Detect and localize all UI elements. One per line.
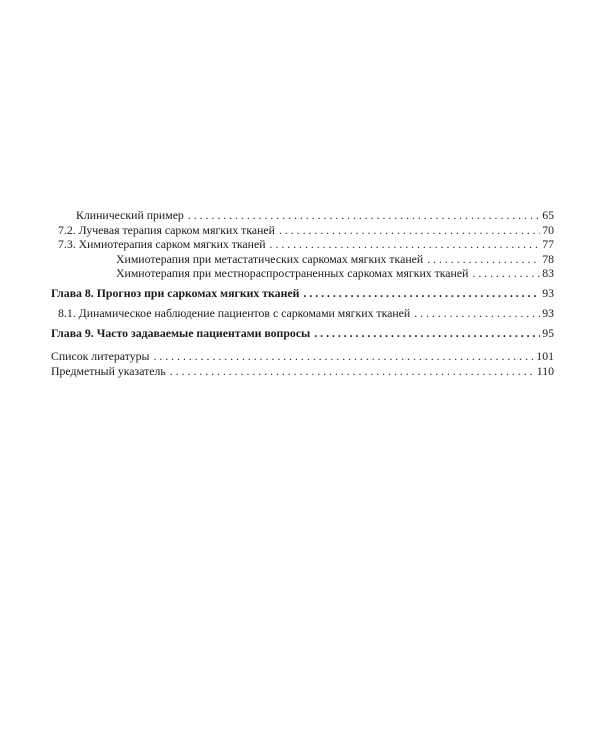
toc-entry-title: Предметный указатель (51, 363, 166, 378)
toc-entry-title: Химиотерапия при местнораспространенных саркомах мягких тканей (116, 266, 469, 280)
toc-entry-page: 95 (542, 325, 554, 340)
toc-entry-locally-advanced[interactable] (51, 266, 554, 281)
toc-entry-page: 93 (542, 285, 554, 300)
dot-leader (279, 223, 540, 238)
toc-entry-clinical-example[interactable] (51, 208, 554, 223)
toc-entry-page: 101 (536, 349, 554, 363)
toc-entry-page: 110 (536, 363, 554, 378)
table-of-contents (51, 208, 554, 378)
toc-entry-title: 7.3. Химиотерапия сарком мягких тканей (58, 237, 266, 251)
toc-entry-title: 7.2. Лучевая терапия сарком мягких тканей (58, 222, 275, 237)
toc-entry-page: 65 (542, 208, 554, 222)
toc-entry-page: 93 (542, 306, 554, 320)
dot-leader (472, 266, 540, 281)
dot-leader (427, 252, 540, 267)
toc-entry-page: 77 (542, 237, 554, 251)
toc-entry-8-1[interactable] (51, 306, 554, 321)
toc-entry-title: Глава 8. Прогноз при саркомах мягких тканей (51, 285, 300, 300)
toc-entry-chapter-9[interactable] (51, 326, 554, 341)
toc-entry-page: 70 (542, 222, 554, 237)
toc-entry-title: Клинический пример (76, 208, 184, 222)
dot-leader (303, 286, 540, 301)
toc-entry-page: 83 (542, 266, 554, 280)
dot-leader (170, 364, 535, 379)
toc-entry-title: 8.1. Динамическое наблюдение пациентов с саркомами мягких тканей (58, 306, 411, 320)
dot-leader (314, 326, 540, 341)
toc-entry-title: Список литературы (51, 349, 150, 363)
toc-entry-page: 78 (542, 251, 554, 266)
dot-leader (414, 306, 540, 321)
toc-entry-subject-index[interactable] (51, 364, 554, 379)
toc-entry-chapter-8[interactable] (51, 286, 554, 301)
toc-entry-metastatic[interactable] (51, 252, 554, 267)
toc-entry-7-3[interactable] (51, 237, 554, 252)
toc-entry-title: Химиотерапия при метастатических саркомах мягких тканей (116, 251, 424, 266)
toc-entry-title: Глава 9. Часто задаваемые пациентами вопросы (51, 325, 311, 340)
toc-entry-7-2[interactable] (51, 223, 554, 238)
dot-leader (270, 237, 541, 252)
dot-leader (188, 208, 540, 223)
dot-leader (153, 349, 534, 364)
toc-entry-references[interactable] (51, 349, 554, 364)
